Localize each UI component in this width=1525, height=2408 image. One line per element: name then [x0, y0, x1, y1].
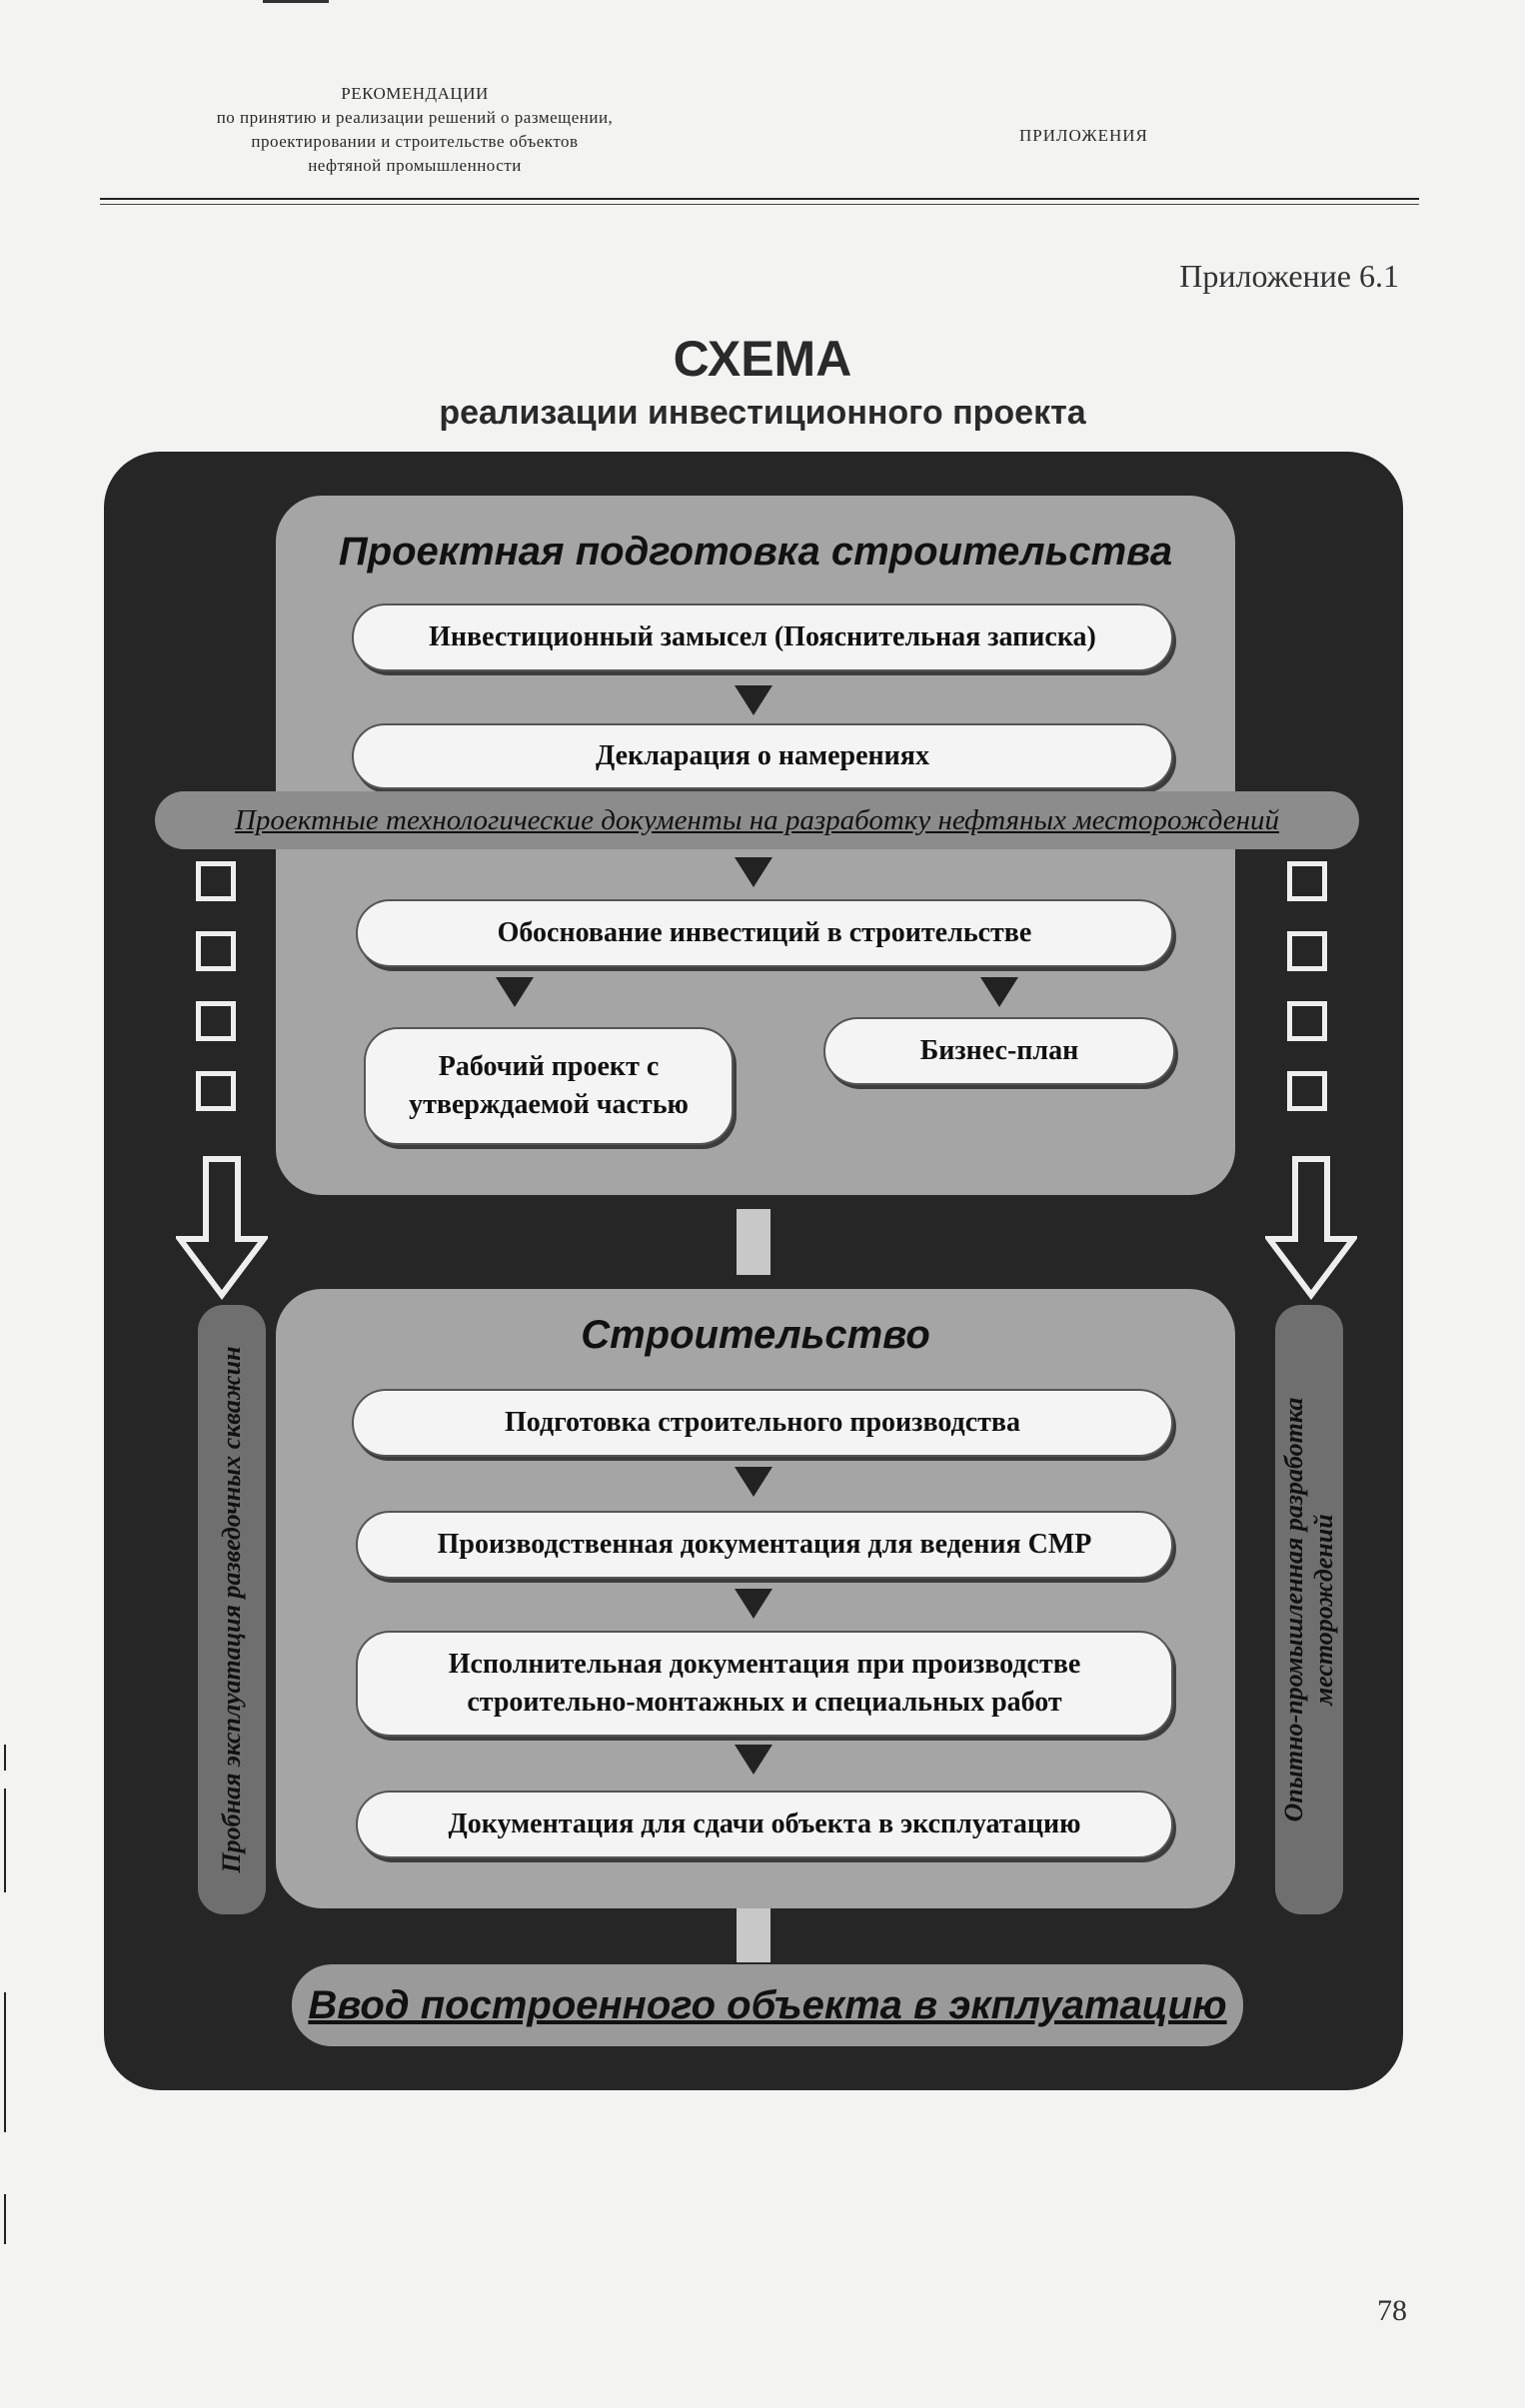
square-marker — [1287, 861, 1327, 901]
scan-margin-line — [4, 1745, 6, 1771]
section-connector — [737, 1209, 770, 1275]
page-number: 78 — [1377, 2294, 1407, 2327]
arrow-down-icon — [735, 1745, 772, 1775]
scan-mark — [263, 0, 329, 3]
scheme-title: СХЕМА — [673, 331, 852, 387]
production-documentation-box: Производственная документация для ведения СМР — [356, 1511, 1173, 1579]
square-marker — [196, 1071, 236, 1111]
running-header-left — [120, 82, 710, 178]
as-built-documentation-box: Исполнительная документация при производстве строительно-монтажных и специальных работ — [356, 1631, 1173, 1737]
arrow-down-icon — [980, 977, 1018, 1007]
trial-operation-bar — [198, 1305, 266, 1914]
investment-justification-box: Обоснование инвестиций в строительстве — [356, 899, 1173, 967]
trial-operation-label: Пробная эксплуатация разведочных скважин — [217, 1346, 246, 1873]
working-project-box: Рабочий проект с утверждаемой частью — [364, 1027, 734, 1145]
square-marker — [1287, 931, 1327, 971]
square-marker — [196, 1001, 236, 1041]
handover-documentation-box: Документация для сдачи объекта в эксплуатацию — [356, 1791, 1173, 1858]
scan-margin-line — [4, 1789, 6, 1892]
construction-preparation-box: Подготовка строительного производства — [352, 1389, 1173, 1457]
header-line: проектировании и строительстве объектов — [251, 132, 579, 151]
appendix-label: Приложение 6.1 — [1179, 258, 1399, 294]
technology-documents-band: Проектные технологические документы на разработку нефтяных месторождений — [155, 791, 1359, 849]
square-marker — [196, 931, 236, 971]
section-heading-design: Проектная подготовка строительства — [338, 530, 1173, 574]
section-heading-construction: Строительство — [581, 1313, 930, 1357]
arrow-down-icon — [735, 1589, 772, 1619]
investment-idea-box: Инвестиционный замысел (Пояснительная записка) — [352, 603, 1173, 671]
header-line: по принятию и реализации решений о размещении, — [216, 108, 614, 127]
arrow-down-icon — [735, 685, 772, 715]
header-line: РЕКОМЕНДАЦИИ — [341, 84, 489, 103]
scan-margin-line — [4, 1992, 6, 2132]
section-connector — [737, 1908, 770, 1962]
square-marker — [1287, 1001, 1327, 1041]
down-arrow-left-icon — [176, 1155, 268, 1301]
header-rule — [100, 198, 1419, 200]
down-arrow-right-icon — [1265, 1155, 1357, 1301]
scan-margin-line — [4, 2194, 6, 2244]
running-header-right: ПРИЛОЖЕНИЯ — [1019, 126, 1148, 145]
arrow-down-icon — [735, 857, 772, 887]
square-marker — [196, 861, 236, 901]
header-line: нефтяной промышленности — [308, 156, 522, 175]
arrow-down-icon — [496, 977, 534, 1007]
commissioning-band: Ввод построенного объекта в экплуатацию — [292, 1964, 1243, 2046]
declaration-of-intent-box: Декларация о намерениях — [352, 723, 1173, 789]
arrow-down-icon — [735, 1467, 772, 1497]
business-plan-box: Бизнес-план — [823, 1017, 1175, 1085]
scheme-subtitle: реализации инвестиционного проекта — [439, 394, 1086, 432]
header-rule-thin — [100, 204, 1419, 205]
pilot-development-label: Опытно-промышленная разработка месторождений — [1279, 1397, 1338, 1822]
pilot-development-bar — [1275, 1305, 1343, 1914]
square-marker — [1287, 1071, 1327, 1111]
